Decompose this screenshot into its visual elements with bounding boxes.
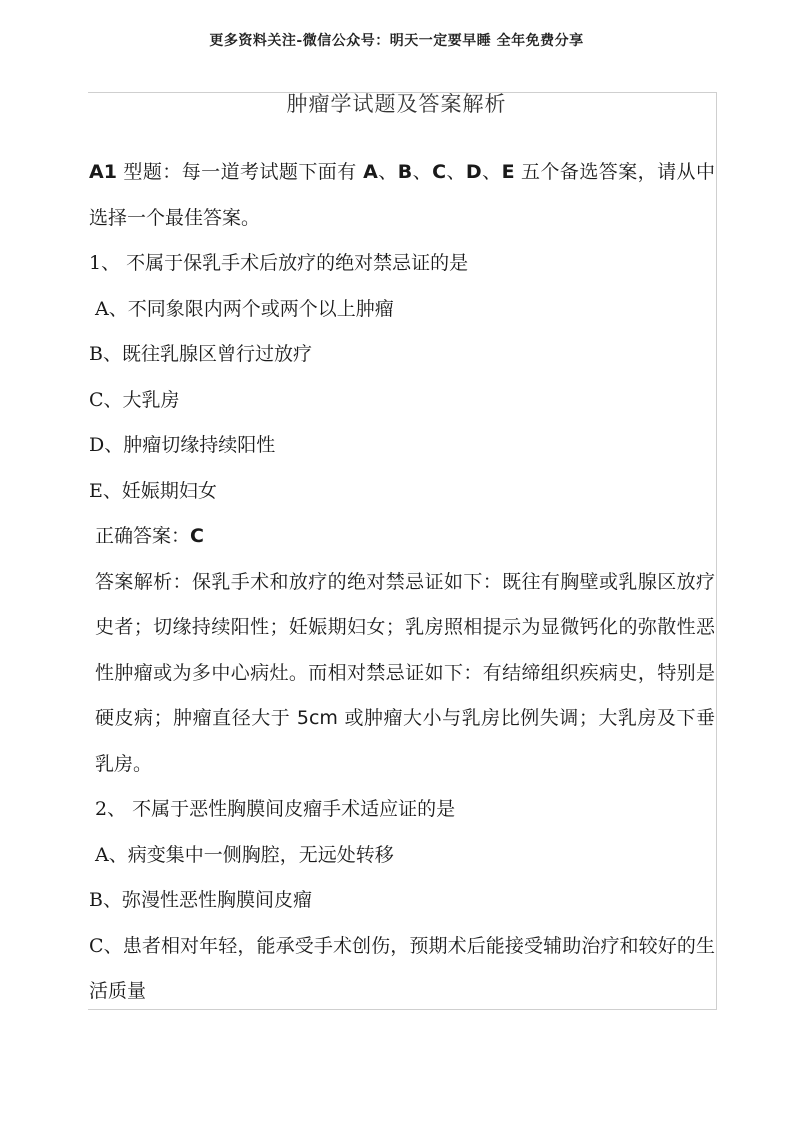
question-option: B、弥漫性恶性胸膜间皮瘤 — [89, 889, 312, 911]
question-option: A、病变集中一侧胸腔，无远处转移 — [95, 843, 394, 866]
question-type-label: A1 — [89, 161, 117, 183]
correct-answer — [89, 514, 715, 560]
option-letter: E — [501, 161, 515, 183]
document-title: 肿瘤学试题及答案解析 — [286, 92, 507, 116]
intro-text-before: 型题：每一道考试题下面有 — [116, 161, 364, 183]
analysis-unit: 5cm — [296, 707, 338, 729]
question-option: C、大乳房 — [89, 388, 180, 411]
question-option: A、不同象限内两个或两个以上肿瘤 — [95, 297, 394, 320]
question-option: E、妊娠期妇女 — [89, 479, 217, 502]
header-note: 更多资料关注-微信公众号：明天一定要早睡 全年免费分享 — [209, 33, 584, 49]
option-letter: A — [363, 161, 378, 183]
option-letter: B — [397, 161, 413, 183]
document-body — [89, 150, 715, 1015]
intro-text-after: 五个备选答案，请从中选择一个最佳答案。 — [89, 161, 715, 229]
analysis-text: 保乳手术和放疗的绝对禁忌证如下：既往有胸壁或乳腺区放疗史者；切缘持续阳性；妊娠期妇女；乳房照相提示为显微钙化的弥散性恶性肿瘤或为多中心病灶。而相对禁忌证如下：有结缔组织疾病史，特别是硬皮病；肿瘤直径大于 — [95, 570, 715, 729]
question-option: B、既往乳腺区曾行过放疗 — [89, 343, 312, 365]
intro-paragraph: A1 型题：每一道考试题下面有 A、B、C、D、E 五个备选答案，请从中选择一个最佳答案。 — [89, 161, 715, 229]
analysis-text: 或肿瘤大小与乳房比例失调；大乳房及下垂乳房。 — [95, 707, 715, 775]
answer-value: C — [190, 525, 204, 547]
answer-analysis — [89, 560, 715, 788]
answer-label: 正确答案： — [95, 525, 191, 547]
question-option: D、肿瘤切缘持续阳性 — [89, 434, 276, 456]
option-letter: D — [465, 161, 482, 183]
analysis-label: 答案解析： — [95, 570, 192, 593]
question-option: C、患者相对年轻，能承受手术创伤，预期术后能接受辅助治疗和较好的生活质量 — [89, 934, 715, 1002]
question-stem: 1、 不属于保乳手术后放疗的绝对禁忌证的是 — [89, 252, 469, 274]
option-letter: C — [432, 161, 447, 183]
question-stem: 2、 不属于恶性胸膜间皮瘤手术适应证的是 — [95, 798, 456, 820]
